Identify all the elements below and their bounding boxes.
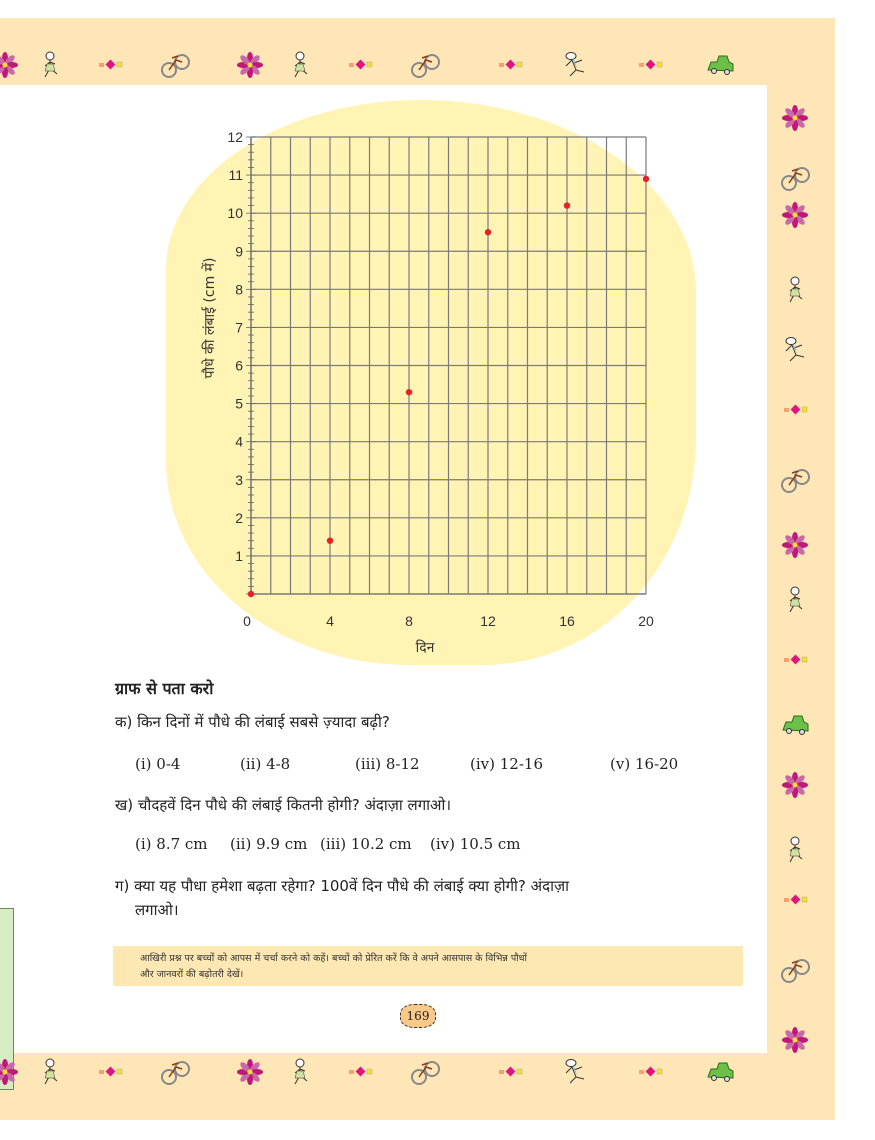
y-tick-label: 4	[235, 433, 243, 450]
y-tick-label: 11	[228, 167, 243, 184]
question-text: क्या यह पौधा हमेशा बढ़ता रहेगा? 100वें दिन पौधे की लंबाई क्या होगी? अंदाज़ा	[134, 877, 569, 895]
question-label: क)	[115, 713, 133, 731]
question-text: किन दिनों में पौधे की लंबाई सबसे ज़्यादा बढ़ी?	[137, 713, 390, 731]
x-tick-label: 8	[405, 613, 413, 629]
question-label: ख)	[115, 796, 134, 814]
x-axis-label: दिन	[415, 640, 435, 656]
option: (iv) 12-16	[470, 755, 543, 773]
question-text: चौदहवें दिन पौधे की लंबाई कितनी होगी? अंदाज़ा लगाओ।	[137, 796, 452, 814]
page-number: 169	[400, 1004, 436, 1028]
question-label: ग)	[115, 877, 130, 895]
data-point	[248, 591, 254, 597]
y-tick-label: 10	[227, 205, 243, 222]
x-tick-label: 20	[638, 613, 654, 629]
question-text-continued: लगाओ।	[135, 901, 179, 919]
y-tick-label: 8	[235, 281, 243, 298]
y-tick-label: 7	[235, 319, 243, 336]
y-tick-label: 6	[235, 357, 243, 374]
option: (v) 16-20	[610, 755, 679, 773]
x-tick-label: 4	[326, 613, 334, 629]
option: (i) 8.7 cm	[135, 835, 208, 853]
option: (iii) 10.2 cm	[320, 835, 412, 853]
teacher-note-line: आखिरी प्रश्न पर बच्चों को आपस में चर्चा करने को कहें। बच्चों को प्रेरित करें कि वे अपने आसपास के विभिन्न पौधों	[140, 953, 527, 964]
y-tick-label: 1	[235, 547, 243, 564]
y-tick-label: 3	[235, 471, 243, 488]
option: (i) 0-4	[135, 755, 181, 773]
teacher-note-line: और जानवरों की बढ़ोतरी देखें।	[140, 969, 244, 980]
option: (ii) 9.9 cm	[230, 835, 308, 853]
y-tick-label: 12	[227, 129, 243, 145]
x-tick-label: 16	[559, 613, 575, 629]
y-tick-label: 5	[235, 395, 243, 412]
data-point	[485, 229, 491, 235]
x-tick-label: 0	[243, 613, 251, 629]
teacher-note	[113, 946, 743, 986]
question-ga	[115, 876, 569, 896]
y-tick-label: 2	[235, 509, 243, 526]
y-tick-label: 9	[235, 243, 243, 260]
option: (ii) 4-8	[240, 755, 291, 773]
option: (iv) 10.5 cm	[430, 835, 521, 853]
question-ka	[115, 712, 390, 732]
option: (iii) 8-12	[355, 755, 420, 773]
data-point	[564, 202, 570, 208]
x-tick-label: 12	[480, 613, 496, 629]
question-kha	[115, 795, 451, 815]
data-point	[643, 176, 649, 182]
section-heading: ग्राफ से पता करो	[115, 679, 214, 698]
y-axis-label: पौधे की लंबाई (cm में)	[202, 257, 218, 379]
data-point	[327, 537, 333, 543]
data-point	[406, 389, 412, 395]
